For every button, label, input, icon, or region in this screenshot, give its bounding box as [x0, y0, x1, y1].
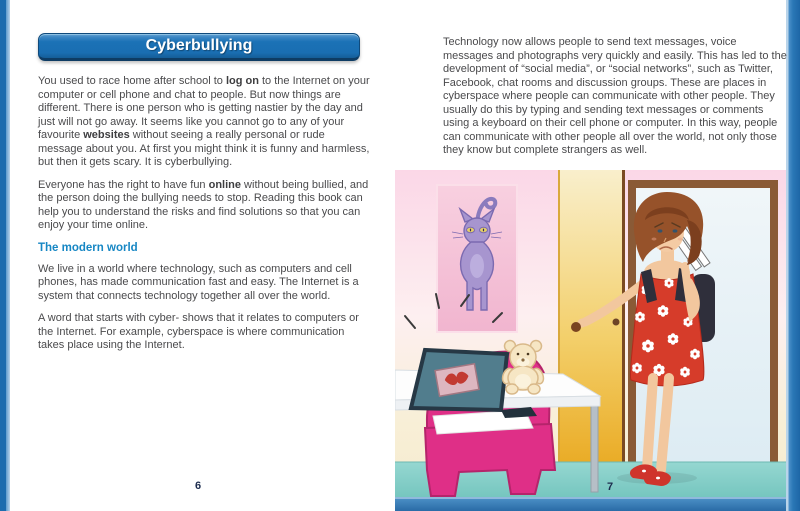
- chapter-title-banner: [38, 33, 360, 61]
- paragraph: We live in a world where technology, such as computers and cell phones, has made communication fast and easy. The Internet is a system that connects technology together all over the world.: [38, 262, 359, 302]
- cookie: [571, 322, 581, 332]
- left-page-text: [38, 75, 370, 362]
- right-page-text: [443, 36, 789, 167]
- bottom-border-strip: [395, 497, 786, 511]
- page-border-left: [0, 0, 10, 511]
- section-heading: The modern world: [38, 241, 138, 254]
- paragraph: Technology now allows people to send text messages, voice messages and photographs very quickly and easily. This has led to the development of “social media”, or “social networks”, such as Twitter, Facebook, chat rooms and discussion groups. These are places in cyberspace where people can communicate with other people. They usually do this by typing and sending text messages or comments using a keyboard on their cell phone or computer. In this way, people can communicate with other people all over the world, not only those they know but complete strangers as well.: [443, 36, 787, 157]
- paragraph: You used to race home after school to log on to the Internet on your computer or cell phone and chat to people. But now things are different. There is one person who is getting nastier by the day and just will not go away. It seems like you cannot go to any of your favourite websites without seeing a really personal or rude message about you. At first you might think it is funny and harmless, but then it gets scary. It is cyberbullying.: [38, 75, 370, 169]
- cat-poster-graphic: [437, 185, 517, 332]
- door-knob: [613, 319, 620, 326]
- chapter-title: Cyberbullying: [145, 37, 253, 54]
- illustration: [395, 170, 786, 511]
- paragraph: A word that starts with cyber- shows that it relates to computers or the Internet. For example, cyberspace is where communication takes place using the Internet.: [38, 312, 359, 352]
- page-number-left: 6: [194, 480, 202, 492]
- paragraph: Everyone has the right to have fun online without being bullied, and the person doing the bullying needs to stop. Reading this book can help you to understand the risks and find solutions so that you can enjoy your time online.: [38, 178, 369, 232]
- page-number-right: 7: [606, 481, 614, 493]
